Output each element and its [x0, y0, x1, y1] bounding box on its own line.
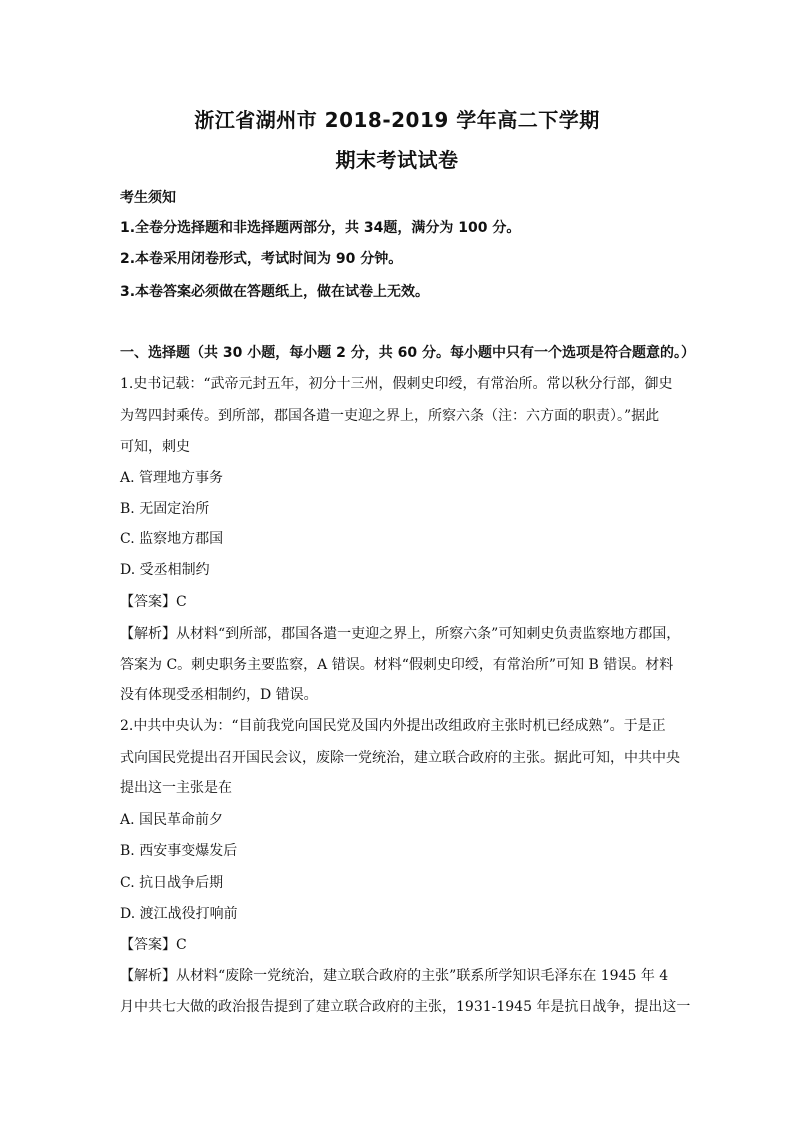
- question-text: 1.史书记载：“武帝元封五年，初分十三州，假刺史印绶，有常治所。常以秋分行部，御史: [120, 376, 673, 392]
- analysis-text: 答案为 C。刺史职务主要监察，A 错误。材料“假刺史印绶，有常治所”可知 B 错误。材料: [120, 657, 674, 673]
- option-b: B. 无固定治所: [120, 501, 210, 517]
- question-text: 为驾四封乘传。到所部，郡国各遣一吏迎之界上，所察六条（注：六方面的职责）。”据此: [120, 408, 660, 424]
- notice-item: 3.本卷答案必须做在答题纸上，做在试卷上无效。: [120, 284, 430, 300]
- option-c: C. 监察地方郡国: [120, 531, 224, 547]
- notice-item: 1.全卷分选择题和非选择题两部分，共 34题，满分为 100 分。: [120, 220, 521, 236]
- option-a: A. 国民革命前夕: [120, 812, 224, 828]
- analysis-text: 【解析】从材料“到所部，郡国各遣一吏迎之界上，所察六条”可知刺史负责监察地方郡国，: [120, 626, 681, 642]
- question-text: 可知，刺史: [120, 439, 190, 455]
- answer: 【答案】C: [120, 594, 187, 610]
- option-c: C. 抗日战争后期: [120, 875, 224, 891]
- notice-item: 2.本卷采用闭卷形式，考试时间为 90 分钟。: [120, 251, 403, 267]
- option-d: D. 渡江战役打响前: [120, 906, 238, 922]
- exam-title: 浙江省湖州市 2018-2019 学年高二下学期: [194, 108, 600, 132]
- question-text: 式向国民党提出召开国民会议，废除一党统治，建立联合政府的主张。据此可知，中共中央: [120, 750, 680, 766]
- option-a: A. 管理地方事务: [120, 470, 224, 486]
- question-text: 2.中共中央认为：“目前我党向国民党及国内外提出改组政府主张时机已经成熟”。于是正: [120, 718, 666, 734]
- analysis-text: 【解析】从材料“废除一党统治，建立联合政府的主张”联系所学知识毛泽东在 1945 年 4: [120, 968, 669, 984]
- analysis-text: 没有体现受丞相制约，D 错误。: [120, 687, 318, 703]
- option-d: D. 受丞相制约: [120, 562, 210, 578]
- analysis-text: 月中共七大做的政治报告提到了建立联合政府的主张，1931-1945 年是抗日战争，提出这一: [120, 999, 691, 1015]
- option-b: B. 西安事变爆发后: [120, 843, 238, 859]
- notice-heading: 考生须知: [120, 190, 176, 206]
- answer: 【答案】C: [120, 937, 187, 953]
- exam-subtitle: 期末考试试卷: [335, 148, 459, 172]
- section-heading: 一、选择题（共 30 小题，每小题 2 分，共 60 分。每小题中只有一个选项是符合题意的。）: [120, 345, 695, 361]
- question-text: 提出这一主张是在: [120, 780, 232, 796]
